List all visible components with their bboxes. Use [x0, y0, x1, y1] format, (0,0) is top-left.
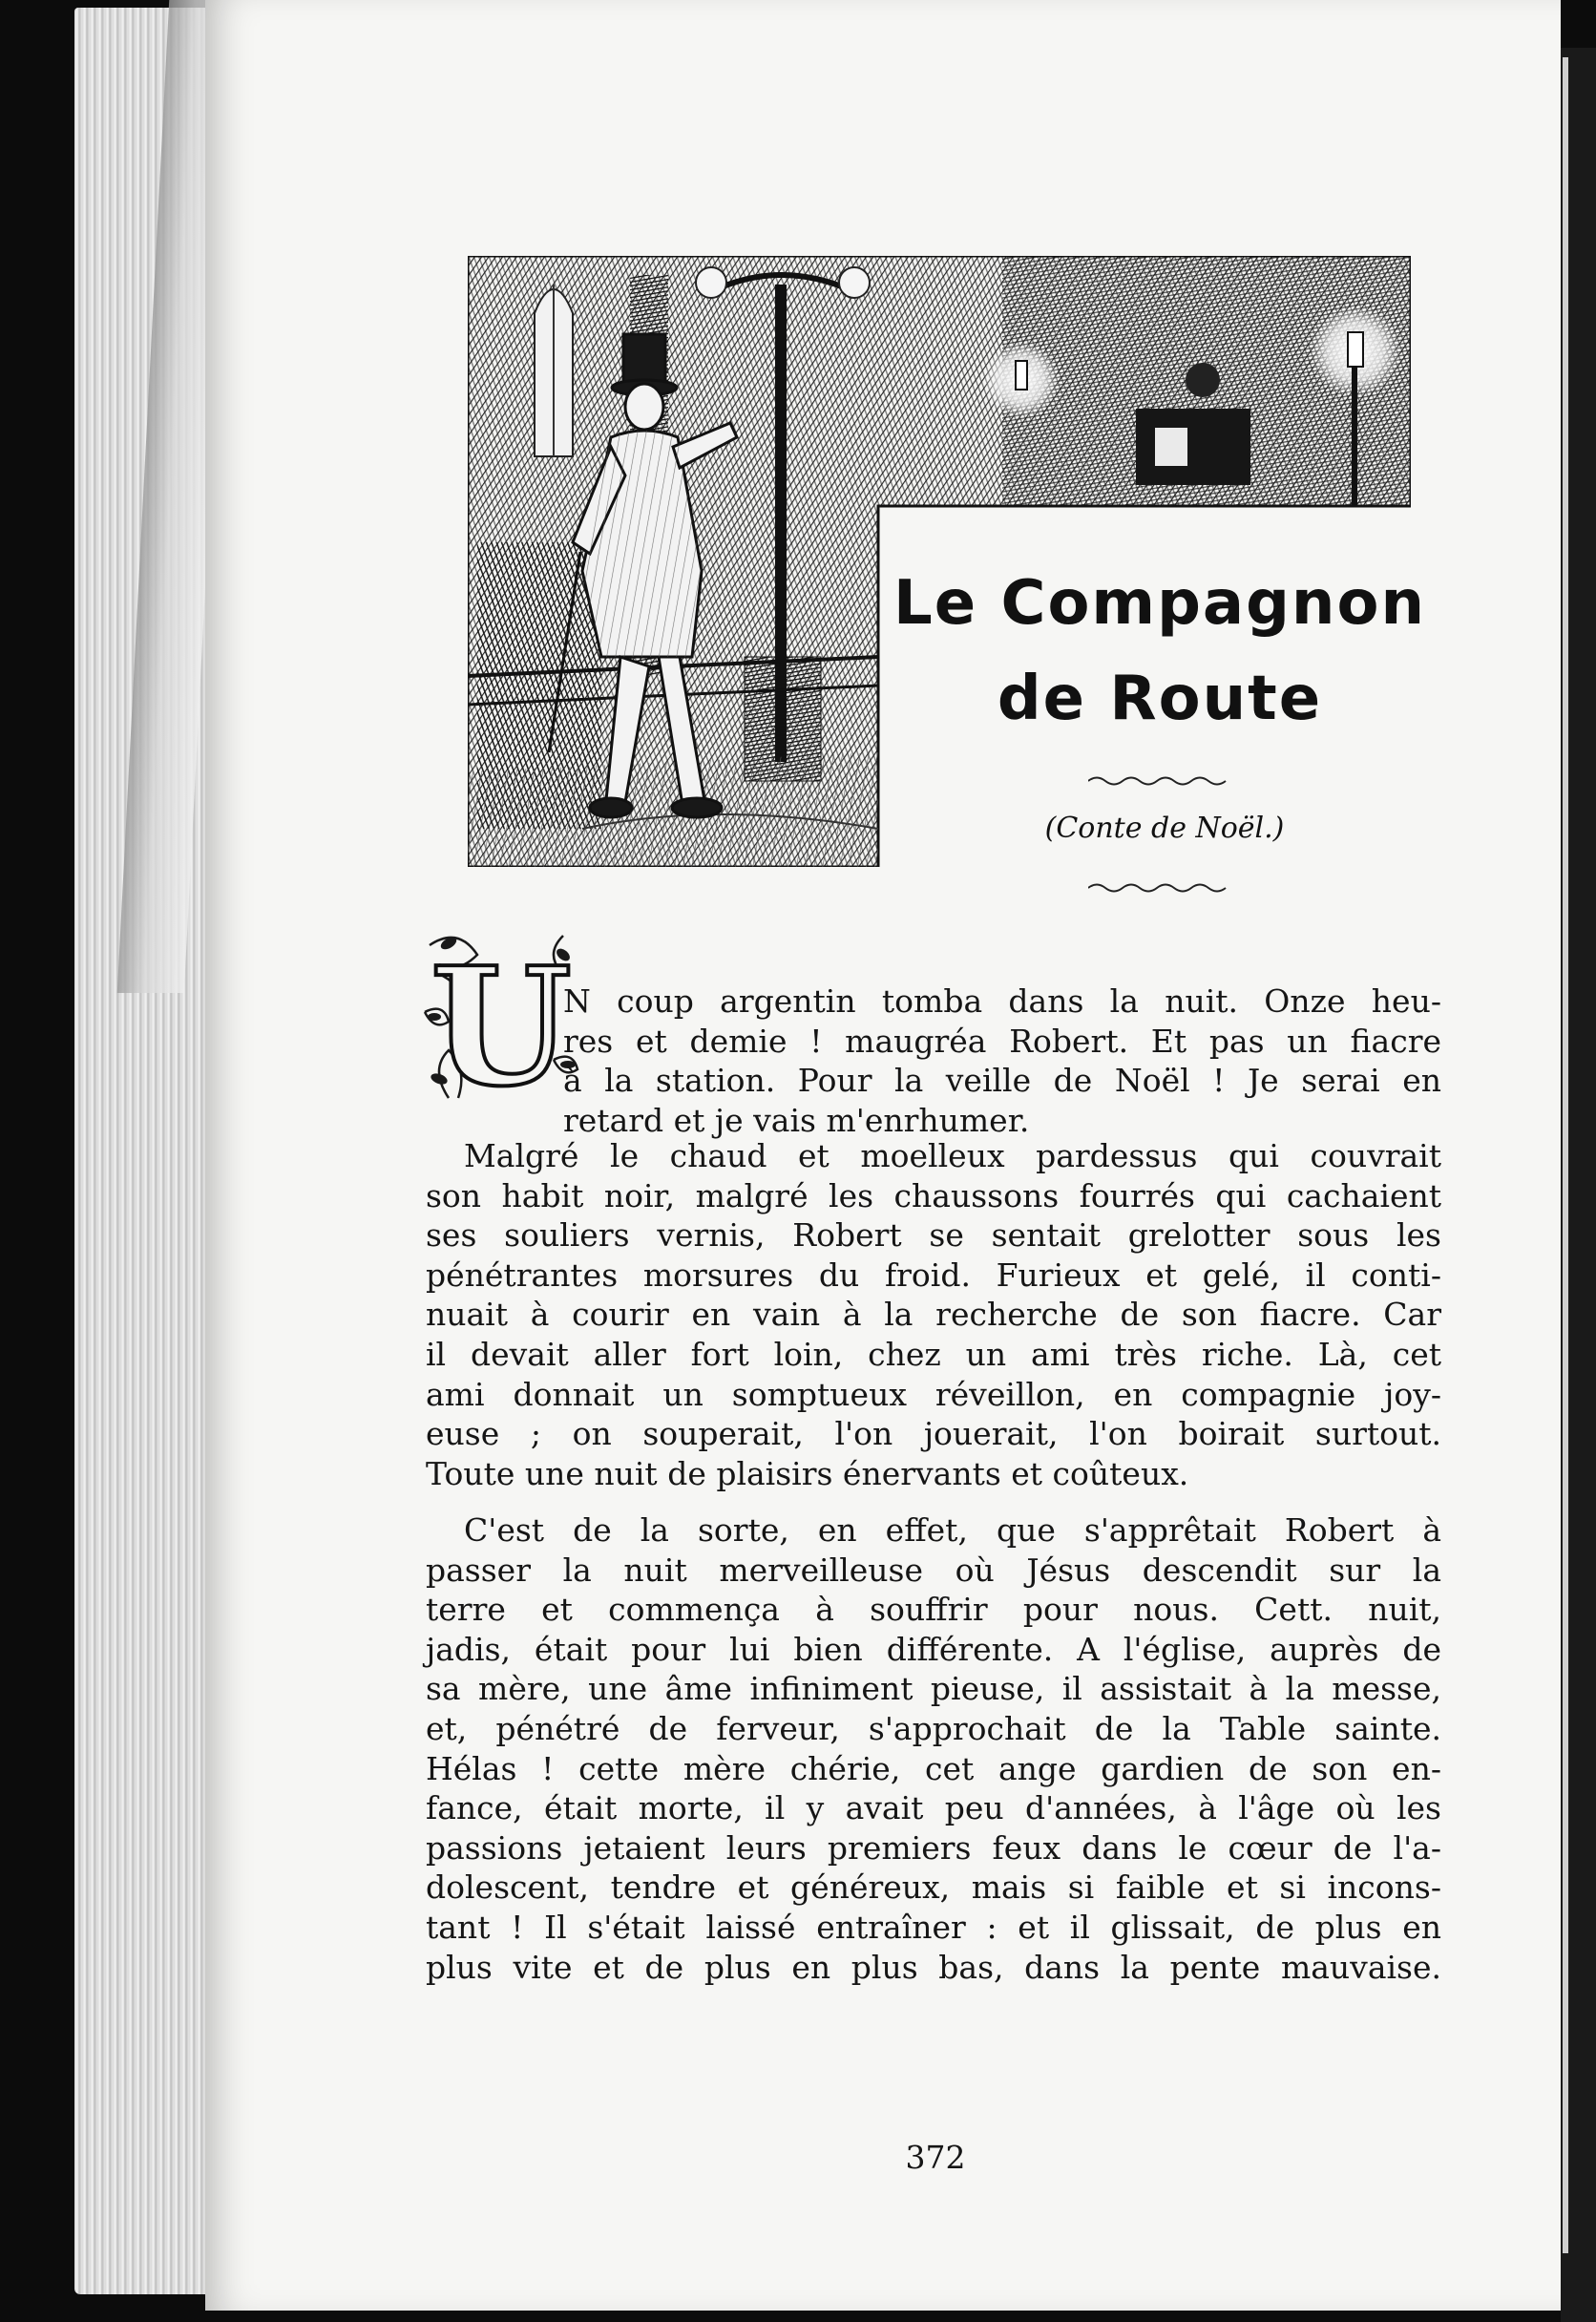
- text-line: Hélas ! cette mère chérie, cet ange gardien de son en-: [426, 1749, 1441, 1787]
- text-line: dolescent, tendre et généreux, mais si faible et si incons-: [426, 1868, 1441, 1907]
- ornamental-foliage-initial-icon: [420, 917, 582, 1117]
- text-line: terre et commença à souffrir pour nous. Cett. nuit,: [426, 1591, 1441, 1629]
- text-line: res et demie ! maugréa Robert. Et pas un fiacre: [563, 1022, 1441, 1060]
- text-line: C'est de la sorte, en effet, que s'apprêtait Robert à: [464, 1511, 1441, 1549]
- title-flourish-top: [1088, 773, 1231, 787]
- text-line: sa mère, une âme infiniment pieuse, il assistait à la messe,: [426, 1670, 1441, 1708]
- text-line: Toute une nuit de plaisirs énervants et coûteux.: [426, 1454, 1189, 1492]
- text-line: passions jetaient leurs premiers feux dans le cœur de l'a-: [426, 1828, 1441, 1867]
- text-line: euse ; on souperait, l'on jouerait, l'on boirait surtout.: [426, 1415, 1441, 1453]
- page-number: 372: [905, 2139, 966, 2176]
- text-line: jadis, était pour lui bien différente. A l'église, auprès de: [426, 1630, 1441, 1668]
- text-line: fance, était morte, il y avait peu d'années, à l'âge où les: [426, 1789, 1441, 1827]
- drop-cap-letter: U: [430, 932, 573, 1117]
- story-title: [883, 556, 1437, 747]
- title-flourish-bottom: [1088, 880, 1231, 894]
- text-line: N coup argentin tomba dans la nuit. Onze heu-: [563, 982, 1441, 1020]
- paragraph-2: [426, 1136, 1441, 1493]
- paragraph-1: [563, 982, 1441, 1140]
- text-line: retard et je vais m'enrhumer.: [563, 1101, 1030, 1139]
- text-line: ami donnait un somptueux réveillon, en compagnie joy-: [426, 1375, 1441, 1413]
- text-line: il devait aller fort loin, chez un ami très riche. Là, cet: [426, 1335, 1441, 1373]
- text-line: Malgré le chaud et moelleux pardessus qui couvrait: [464, 1137, 1441, 1174]
- text-line: pénétrantes morsures du froid. Furieux et gelé, il conti-: [426, 1256, 1441, 1294]
- text-line: à la station. Pour la veille de Noël ! Je serai en: [563, 1062, 1441, 1100]
- text-line: nuait à courir en vain à la recherche de son fiacre. Car: [426, 1296, 1441, 1334]
- text-line: et, pénétré de ferveur, s'approchait de la Table sainte.: [426, 1709, 1441, 1747]
- text-line: plus vite et de plus en plus bas, dans la pente mauvaise.: [426, 1948, 1441, 1986]
- text-line: tant ! Il s'était laissé entraîner : et il glissait, de plus en: [426, 1908, 1441, 1946]
- text-line: ses souliers vernis, Robert se sentait grelotter sous les: [426, 1216, 1441, 1255]
- text-line: son habit noir, malgré les chaussons fourrés qui cachaient: [426, 1176, 1441, 1214]
- facing-page-edge: [1563, 57, 1568, 2253]
- story-title-line-2: de Route: [997, 664, 1323, 734]
- story-subtitle: (Conte de Noël.): [1044, 812, 1285, 845]
- text-line: passer la nuit merveilleuse où Jésus descendit sur la: [426, 1551, 1441, 1589]
- story-title-line-1: Le Compagnon: [893, 568, 1426, 639]
- paragraph-3: [426, 1510, 1441, 1987]
